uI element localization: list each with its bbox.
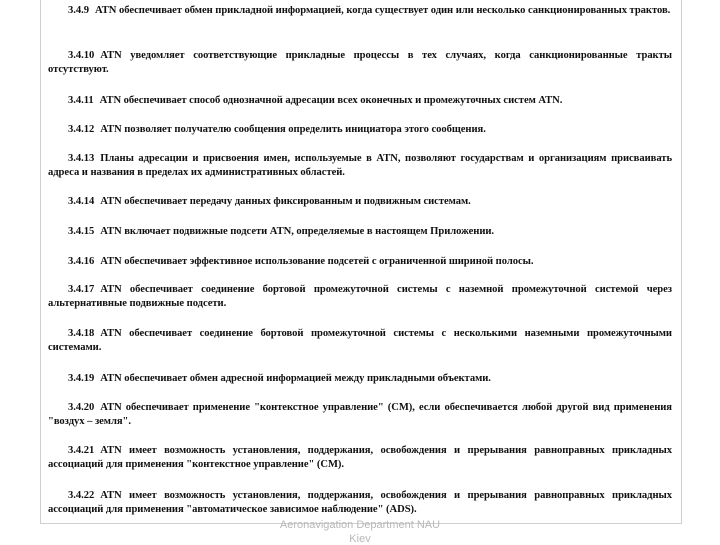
paragraph-3-4-11: [48, 94, 672, 108]
paragraph-list: [41, 0, 681, 523]
paragraph-number: 3.4.20: [68, 402, 95, 413]
paragraph-number: 3.4.22: [68, 490, 95, 501]
paragraph-text: ATN имеет возможность установления, поддержания, освобождения и прерывания равноправных прикладных ассоциаций для применения "автоматическое зависимое наблюдение" (ADS).: [48, 490, 672, 515]
paragraph-text: ATN имеет возможность установления, поддержания, освобождения и прерывания равноправных прикладных ассоциаций для применения "контекстное управление" (CM).: [48, 445, 672, 470]
paragraph-3-4-10: [48, 49, 672, 76]
paragraph-3-4-20: [48, 401, 672, 428]
footer-city: Kiev: [349, 533, 371, 545]
paragraph-3-4-19: [48, 372, 672, 386]
paragraph-3-4-22: [48, 489, 672, 516]
paragraph-3-4-21: [48, 444, 672, 471]
paragraph-3-4-9: [48, 4, 672, 18]
paragraph-number: 3.4.16: [68, 256, 95, 267]
paragraph-text: ATN обеспечивает обмен прикладной информацией, когда существует один или несколько санкционированных трактов.: [94, 5, 671, 16]
paragraph-text: ATN обеспечивает способ однозначной адресации всех оконечных и промежуточных систем ATN.: [99, 95, 563, 106]
document-page: [40, 0, 682, 524]
paragraph-number: 3.4.11: [68, 95, 94, 106]
paragraph-3-4-15: [48, 225, 672, 239]
paragraph-text: ATN обеспечивает соединение бортовой промежуточной системы с несколькими наземными промежуточными системами.: [48, 328, 672, 353]
paragraph-text: ATN обеспечивает применение "контекстное управление" (CM), если обеспечивается любой другой вид применения "воздух – земля".: [48, 402, 672, 427]
paragraph-text: ATN уведомляет соответствующие прикладные процессы в тех случаях, когда санкционированные тракты отсутствуют.: [48, 50, 672, 75]
paragraph-text: ATN обеспечивает обмен адресной информацией между прикладными объектами.: [100, 373, 491, 384]
paragraph-text: Планы адресации и присвоения имен, используемые в ATN, позволяют государствам и организациям присваивать адреса и названия в пределах их административных областей.: [48, 153, 672, 178]
paragraph-number: 3.4.12: [68, 124, 95, 135]
paragraph-3-4-17: [48, 283, 672, 310]
paragraph-number: 3.4.10: [68, 50, 95, 61]
paragraph-number: 3.4.21: [68, 445, 95, 456]
paragraph-3-4-14: [48, 195, 672, 209]
paragraph-3-4-13: [48, 152, 672, 179]
paragraph-number: 3.4.17: [68, 284, 95, 295]
footer-organization: Aeronavigation Department NAU: [279, 519, 441, 531]
paragraph-number: 3.4.13: [68, 153, 95, 164]
paragraph-text: ATN обеспечивает эффективное использование подсетей с ограниченной шириной полосы.: [100, 256, 534, 267]
paragraph-number: 3.4.18: [68, 328, 95, 339]
paragraph-number: 3.4.14: [68, 196, 95, 207]
paragraph-3-4-12: [48, 123, 672, 137]
paragraph-text: ATN позволяет получателю сообщения определить инициатора этого сообщения.: [100, 124, 486, 135]
paragraph-number: 3.4.19: [68, 373, 95, 384]
paragraph-number: 3.4.9: [68, 5, 89, 16]
paragraph-number: 3.4.15: [68, 226, 95, 237]
paragraph-3-4-18: [48, 327, 672, 354]
paragraph-text: ATN включает подвижные подсети ATN, определяемые в настоящем Приложении.: [100, 226, 495, 237]
paragraph-text: ATN обеспечивает соединение бортовой промежуточной системы с наземной промежуточной системой через альтернативные подвижные подсети.: [48, 284, 672, 309]
paragraph-3-4-16: [48, 255, 672, 269]
paragraph-text: ATN обеспечивает передачу данных фиксированным и подвижным системам.: [100, 196, 471, 207]
